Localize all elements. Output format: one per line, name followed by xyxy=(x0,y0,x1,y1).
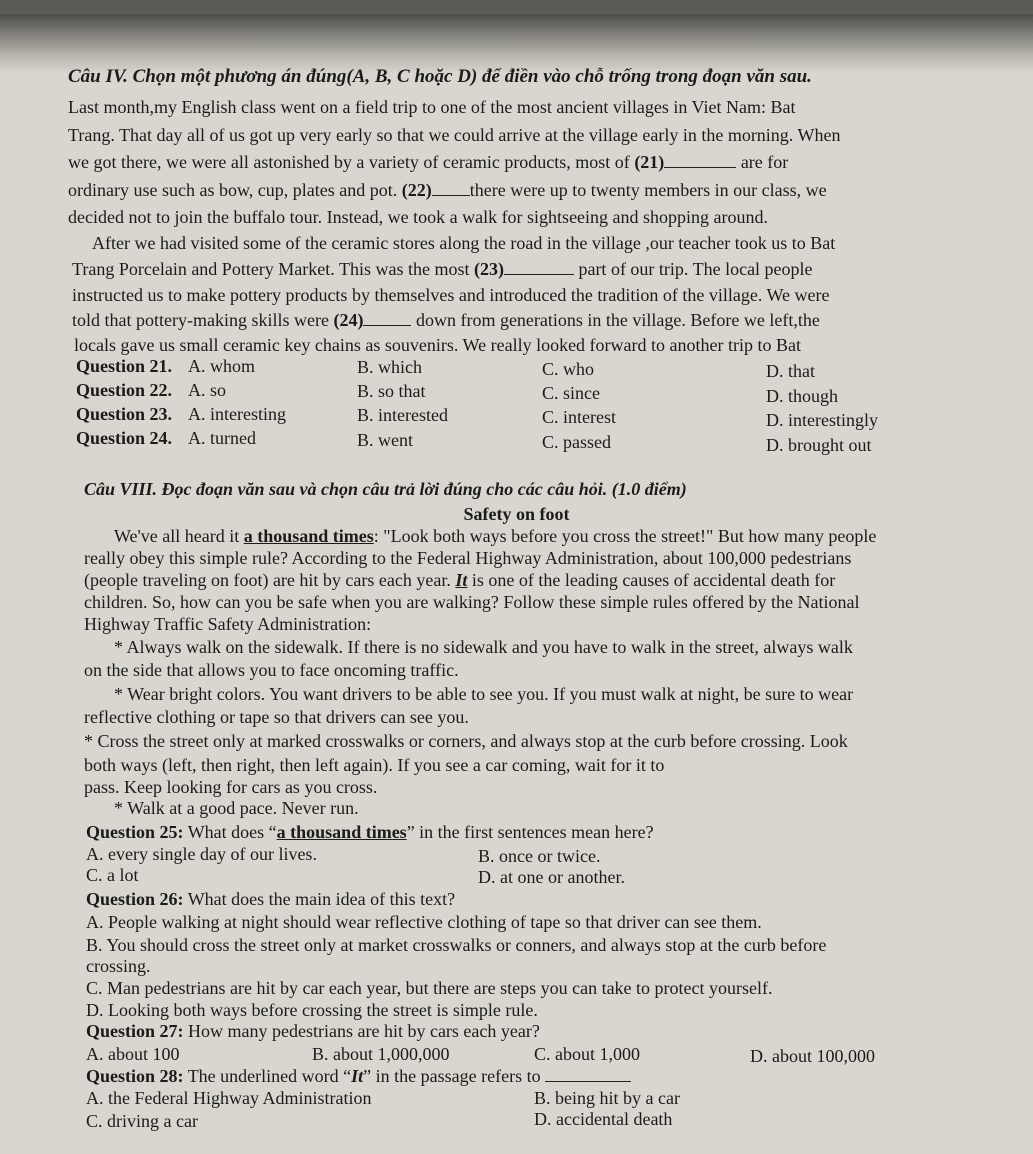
q22-option-d[interactable]: D. though xyxy=(766,386,838,406)
blank-23-label: (23) xyxy=(473,259,504,279)
q21-option-a[interactable]: A. whom xyxy=(188,356,255,376)
after-21: are for xyxy=(736,152,789,172)
thousand-times-underlined: a thousand times xyxy=(243,526,374,546)
p1-line3 xyxy=(68,151,788,173)
q23-option-d[interactable]: D. interestingly xyxy=(766,410,878,430)
q24-option-c[interactable]: C. passed xyxy=(542,432,611,452)
q27-option-b[interactable]: B. about 1,000,000 xyxy=(312,1044,450,1064)
q27-option-a[interactable]: A. about 100 xyxy=(86,1044,180,1064)
q22-option-b[interactable]: B. so that xyxy=(357,381,426,401)
q28-blank xyxy=(545,1065,631,1082)
passage-title: Safety on foot xyxy=(463,504,570,524)
blank-24-label: (24) xyxy=(333,310,364,330)
section8-title: Câu VIII. Đọc đoạn văn sau và chọn câu trả lời đúng cho các câu hỏi. (1.0 điểm) xyxy=(84,479,687,499)
q28-option-d[interactable]: D. accidental death xyxy=(534,1109,673,1129)
rule3-line3: pass. Keep looking for cars as you cross. xyxy=(84,777,378,797)
q23-option-c[interactable]: C. interest xyxy=(542,407,616,427)
q21-label: Question 21. xyxy=(76,356,173,376)
q24-option-d[interactable]: D. brought out xyxy=(766,435,872,455)
blank-21 xyxy=(664,151,736,168)
rule1-line1: * Always walk on the sidewalk. If there is no sidewalk and you have to walk in the street, always walk xyxy=(114,637,853,657)
q24-option-a[interactable]: A. turned xyxy=(188,428,256,448)
q21-option-b[interactable]: B. which xyxy=(357,357,422,377)
p2-line2-text: Trang Porcelain and Pottery Market. This was the most xyxy=(72,259,474,279)
p1-line2: Trang. That day all of us got up very early so that we could arrive at the village early in the morning. When xyxy=(68,125,841,145)
rule2-line1: * Wear bright colors. You want drivers to be able to see you. If you must walk at night, be sure to wear xyxy=(114,684,854,704)
q22-option-c[interactable]: C. since xyxy=(542,383,600,403)
p1-line4 xyxy=(68,179,827,201)
section4-title: Câu IV. Chọn một phương án đúng(A, B, C hoặc D) để điền vào chỗ trống trong đoạn văn sau. xyxy=(68,66,812,87)
q26-option-a[interactable]: A. People walking at night should wear reflective clothing of tape so that driver can see them. xyxy=(86,912,762,932)
q23-label: Question 23. xyxy=(76,404,173,424)
q28-option-c[interactable]: C. driving a car xyxy=(86,1111,198,1131)
blank-21-label: (21) xyxy=(634,152,665,172)
q27-option-c[interactable]: C. about 1,000 xyxy=(534,1044,640,1064)
after-24: down from generations in the village. Before we left,the xyxy=(411,310,820,330)
blank-24 xyxy=(363,309,411,326)
blank-23 xyxy=(504,258,574,275)
p2-line5: locals gave us small ceramic key chains as souvenirs. We really looked forward to another trip to Bat xyxy=(74,335,801,355)
q27-option-d[interactable]: D. about 100,000 xyxy=(750,1046,875,1066)
q28-option-b[interactable]: B. being hit by a car xyxy=(534,1088,680,1108)
q24-label: Question 24. xyxy=(76,428,173,448)
q26-option-d[interactable]: D. Looking both ways before crossing the street is simple rule. xyxy=(86,1000,538,1020)
p1-line1: Last month,my English class went on a field trip to one of the most ancient villages in Viet Nam: Bat xyxy=(68,97,796,117)
p2-line4 xyxy=(72,309,820,331)
q26-stem: Question 26: What does the main idea of this text? xyxy=(86,889,456,909)
q25-option-d[interactable]: D. at one or another. xyxy=(478,867,625,887)
passage-line3: (people traveling on foot) are hit by cars each year. It is one of the leading causes of accidental death for xyxy=(84,570,836,590)
q25-stem: Question 25: What does “a thousand times” in the first sentences mean here? xyxy=(86,822,654,842)
passage-line5: Highway Traffic Safety Administration: xyxy=(84,614,372,634)
q22-option-a[interactable]: A. so xyxy=(188,380,227,400)
rule2-line2: reflective clothing or tape so that drivers can see you. xyxy=(84,707,469,727)
q21-option-c[interactable]: C. who xyxy=(542,359,595,379)
q25-option-a[interactable]: A. every single day of our lives. xyxy=(86,844,317,864)
q28-stem: Question 28: The underlined word “It” in the passage refers to xyxy=(86,1065,631,1087)
q26-option-c[interactable]: C. Man pedestrians are hit by car each year, but there are steps you can take to protect yourself. xyxy=(86,978,773,998)
q25-option-c[interactable]: C. a lot xyxy=(86,865,139,885)
q23-option-b[interactable]: B. interested xyxy=(357,405,448,425)
q21-option-d[interactable]: D. that xyxy=(766,361,815,381)
p2-line2 xyxy=(72,258,813,280)
q25-option-b[interactable]: B. once or twice. xyxy=(478,846,601,866)
after-23: part of our trip. The local people xyxy=(573,259,813,279)
q27-stem: Question 27: How many pedestrians are hit by cars each year? xyxy=(86,1021,540,1041)
p2-line1: After we had visited some of the ceramic stores along the road in the village ,our teacher took us to Bat xyxy=(92,233,836,253)
rule1-line2: on the side that allows you to face oncoming traffic. xyxy=(84,660,459,680)
it-underlined: It xyxy=(455,570,468,590)
q26-option-b-cont[interactable]: crossing. xyxy=(86,956,151,976)
passage-line2: really obey this simple rule? According to the Federal Highway Administration, about 100,000 pedestrians xyxy=(84,548,852,568)
passage-line4: children. So, how can you be safe when you are walking? Follow these simple rules offered by the National xyxy=(84,592,860,612)
after-22: there were up to twenty members in our class, we xyxy=(469,180,827,200)
p1-line4-text: ordinary use such as bow, cup, plates and pot. xyxy=(68,180,402,200)
p2-line4-text: told that pottery-making skills were xyxy=(72,310,334,330)
p1-line5: decided not to join the buffalo tour. Instead, we took a walk for sightseeing and shopping around. xyxy=(68,207,769,227)
q23-option-a[interactable]: A. interesting xyxy=(188,404,286,424)
q24-option-b[interactable]: B. went xyxy=(357,430,413,450)
rule4: * Walk at a good pace. Never run. xyxy=(114,798,359,818)
rule3-line2: both ways (left, then right, then left again). If you see a car coming, wait for it to xyxy=(84,755,665,775)
blank-22 xyxy=(432,179,470,196)
page-shadow xyxy=(0,14,1033,74)
rule3-line1: * Cross the street only at marked crosswalks or corners, and always stop at the curb before crossing. Look xyxy=(84,731,848,751)
q28-option-a[interactable]: A. the Federal Highway Administration xyxy=(86,1088,372,1108)
passage-line1: We've all heard it a thousand times: "Look both ways before you cross the street!" But how many people xyxy=(114,526,877,546)
p1-line3-text: we got there, we were all astonished by a variety of ceramic products, most of xyxy=(68,152,635,172)
q22-label: Question 22. xyxy=(76,380,173,400)
q26-option-b[interactable]: B. You should cross the street only at market crosswalks or conners, and always stop at the curb before xyxy=(86,935,827,955)
blank-22-label: (22) xyxy=(401,180,432,200)
p2-line3: instructed us to make pottery products by themselves and introduced the tradition of the village. We were xyxy=(72,285,830,305)
